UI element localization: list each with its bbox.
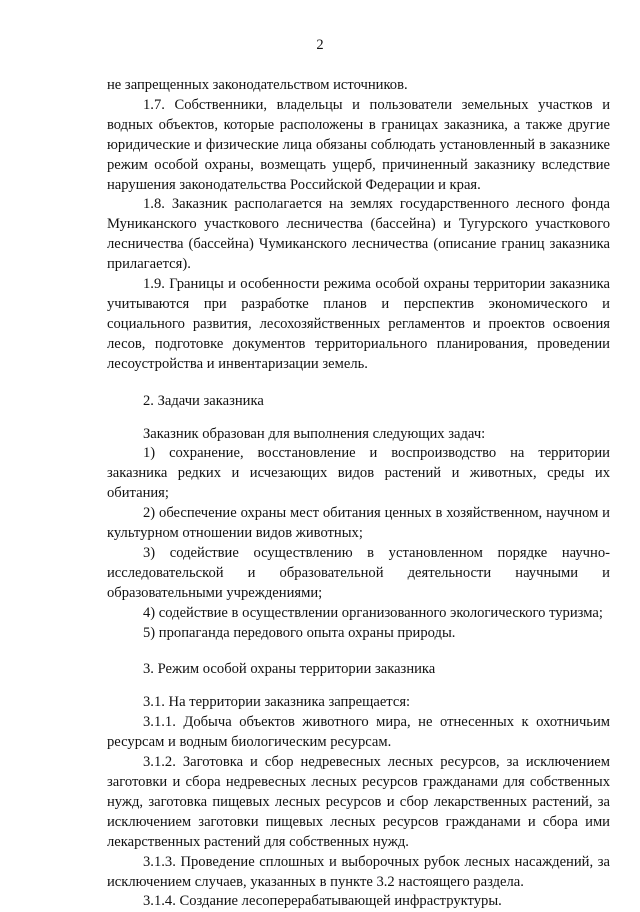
task-item-5: 5) пропаганда передового опыта охраны природы. [143, 624, 456, 641]
task-item-3: 3) содействие осуществлению в установленном порядке научно-исследовательской и образовательной деятельности научными и образовательными учреждениями; [107, 544, 610, 601]
task-item-4: 4) содействие в осуществлении организованного экологического туризма; [143, 604, 603, 621]
paragraph-3-1-2: 3.1.2. Заготовка и сбор недревесных лесных ресурсов, за исключением заготовки и сбора недревесных лесных ресурсов гражданами для собственных нужд, заготовка пищевых лесных ресурсов и сбор лекарственных растений, за исключением заготовки пищевых лесных ресурсов гражданами и сбора ими лекарственных растений для собственных нужд. [107, 754, 610, 850]
section-2-heading: 2. Задачи заказника [143, 392, 264, 409]
paragraph-3-1-1: 3.1.1. Добыча объектов животного мира, не отнесенных к охотничьим ресурсам и водным биологическим ресурсам. [107, 714, 610, 751]
heading-spacer [107, 412, 610, 425]
task-item-2: 2) обеспечение охраны мест обитания ценных в хозяйственном, научном и культурном отношении видов животных; [107, 505, 610, 542]
section-spacer [107, 643, 610, 660]
paragraph-1-8: 1.8. Заказник располагается на землях государственного лесного фонда Муниканского участкового лесничества (бассейна) и Тугурского участкового лесничества (бассейна) Чумиканского лесничества (описание границ заказника прилагается). [107, 196, 610, 273]
paragraph-1-9: 1.9. Границы и особенности режима особой охраны территории заказника учитываются при разработке планов и перспектив экономического и социального развития, лесохозяйственных регламентов и проектов освоения лесов, подготовке документов территориального планирования, проведении лесоустройства и инвентаризации земель. [107, 276, 610, 372]
paragraph-1-7: 1.7. Собственники, владельцы и пользователи земельных участков и водных объектов, которые расположены в границах заказника, а также другие юридические и физические лица обязаны соблюдать установленный в заказнике режим особой охраны, возмещать ущерб, причиненный заказнику вследствие нарушения законодательства Российской Федерации и края. [107, 96, 610, 193]
section-2-intro: Заказник образован для выполнения следующих задач: [143, 425, 486, 442]
section-3-heading: 3. Режим особой охраны территории заказника [143, 661, 436, 678]
task-item-1: 1) сохранение, восстановление и воспроизводство на территории заказника редких и исчезающих видов растений и животных, среды их обитания; [107, 445, 610, 502]
paragraph-continuation: не запрещенных законодательством источников. [107, 77, 408, 93]
heading-spacer [107, 680, 610, 693]
paragraph-3-1-4: 3.1.4. Создание лесоперерабатывающей инфраструктуры. [143, 893, 502, 910]
page-number: 2 [316, 37, 324, 53]
document-body [107, 76, 610, 912]
section-spacer [107, 375, 610, 392]
paragraph-3-1-3: 3.1.3. Проведение сплошных и выборочных рубок лесных насаждений, за исключением случаев, указанных в пункте 3.2 настоящего раздела. [107, 853, 610, 890]
paragraph-3-1: 3.1. На территории заказника запрещается: [143, 694, 411, 711]
